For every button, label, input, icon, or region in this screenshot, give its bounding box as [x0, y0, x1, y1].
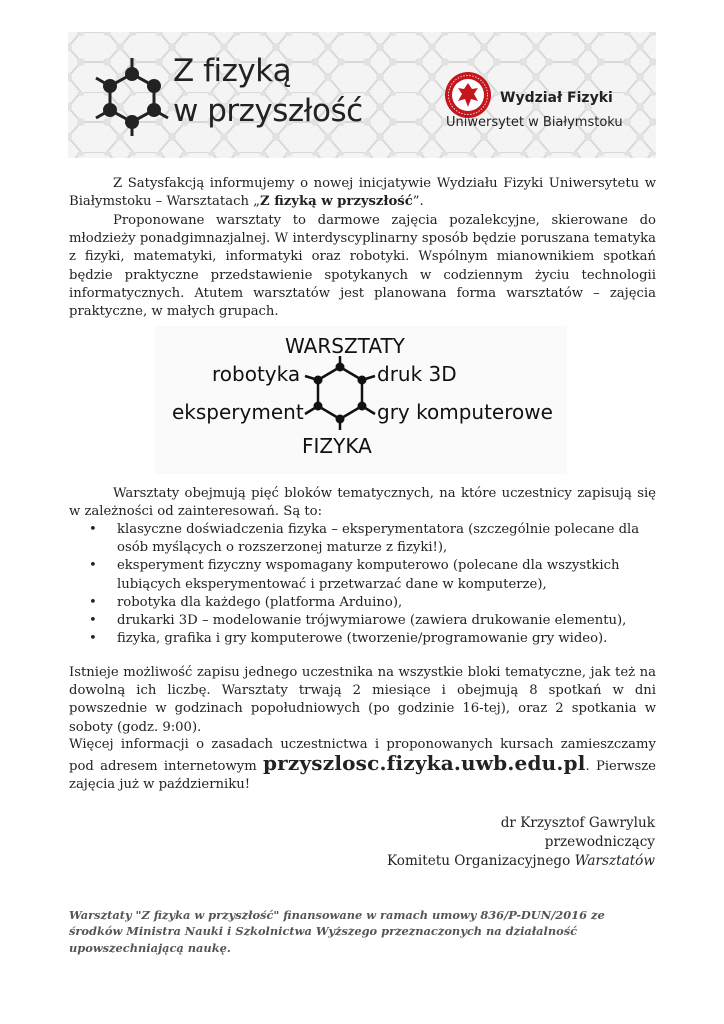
intro-paragraph: [69, 175, 656, 211]
list-item-text: klasyczne doświadczenia fizyka – eksperymentatora (szczególnie polecane dla osób myślących o rozszerzonej maturze z fizyki!),: [117, 522, 640, 556]
university-name: Uniwersytet w Białymstoku: [446, 115, 623, 130]
funding-footer: Warsztaty "Z fizyka w przyszłość" finansowane w ramach umowy 836/P-DUN/2016 ze środków Ministra Nauki i Szkolnictwa Wyższego przeznaczonych na działalność upowszechniającą naukę.: [69, 908, 605, 955]
list-item: [69, 612, 669, 630]
blocks-paragraph: [69, 485, 656, 521]
diagram-label-physics: FIZYKA: [302, 434, 372, 458]
list-item: [69, 630, 669, 648]
description-text: Proponowane warsztaty to darmowe zajęcia pozalekcyjne, skierowane do młodzieży ponadgimnazjalnej. W interdyscyplinarny sposób będzie poruszana tematyka z fizyki, matematyki, informatyki oraz robotyki. Wspólnym mianownikiem spotkań będzie praktyczne przedstawienie spotykanych w codziennym życiu technologii informatycznych. Atutem warsztatów jest planowana forma warsztatów – zajęcia praktyczne, w małych grupach.: [69, 213, 656, 320]
list-item: [69, 557, 669, 593]
diagram-label-3d-print: druk 3D: [377, 362, 457, 386]
description-paragraph: [69, 212, 656, 321]
signature-block: [387, 814, 655, 871]
banner-title-line2: w przyszłość: [173, 93, 363, 129]
blocks-list: [69, 521, 669, 648]
banner-title-line1: Z fizyką: [173, 53, 292, 89]
schedule-paragraph: Istnieje możliwość zapisu jednego uczestnika na wszystkie bloki tematyczne, jak też na dowolną ich liczbę. Warsztaty trwają 2 miesiące i obejmują 8 spotkań w dni powszednie w godzinach popołudniowych (po godzinie 16-tej), oraz 2 spotkania w soboty (godz. 9:00).: [69, 665, 656, 735]
signatory-committee: [387, 852, 655, 871]
list-item: [69, 594, 669, 612]
committee-text: Komitetu Organizacyjnego: [387, 853, 575, 869]
university-seal-icon: [443, 70, 493, 120]
diagram-label-experiment: eksperyment: [172, 400, 304, 424]
website-link[interactable]: przyszlosc.fizyka.uwb.edu.pl: [263, 751, 586, 776]
bullet-icon: •: [89, 613, 97, 629]
workshop-name: Z fizyką w przyszłość: [260, 194, 413, 210]
diagram-label-workshops: WARSZTATY: [285, 334, 405, 358]
blocks-text: Warsztaty obejmują pięć bloków tematycznych, na które uczestnicy zapisują się w zależności od zainteresowań. Są to:: [69, 486, 656, 520]
bullet-icon: •: [89, 558, 97, 574]
list-item-text: eksperyment fizyczny wspomagany komputerowo (polecane dla wszystkich lubiących eksperymentować i przetwarzać dane w komputerze),: [117, 558, 620, 592]
department-name: Wydział Fizyki: [500, 90, 613, 106]
diagram-label-robotics: robotyka: [212, 362, 301, 386]
committee-italic: Warsztatów: [574, 853, 655, 869]
bullet-icon: •: [89, 594, 97, 610]
molecule-logo-icon: [90, 50, 174, 144]
header-banner: [68, 32, 656, 158]
bullet-icon: •: [89, 631, 97, 647]
intro-text: Z Satysfakcją informujemy o nowej inicjatywie Wydziału Fizyki Uniwersytetu w Białymstoku – Warsztatach „: [69, 176, 656, 210]
intro-tail: ”.: [412, 194, 424, 210]
list-item-text: robotyka dla każdego (platforma Arduino),: [117, 594, 403, 610]
list-item-text: fizyka, grafika i gry komputerowe (tworzenie/programowanie gry wideo).: [117, 631, 608, 647]
list-item-text: drukarki 3D – modelowanie trójwymiarowe (zawiera drukowanie elementu),: [117, 613, 627, 629]
signatory-name: dr Krzysztof Gawryluk: [500, 815, 655, 831]
workshop-diagram: [155, 326, 567, 474]
list-item: [69, 521, 669, 557]
bullet-icon: •: [89, 522, 97, 537]
info-text: Więcej informacji o zasadach uczestnictwa i proponowanych kursach zamieszczamy pod adresem internetowym: [69, 737, 656, 775]
diagram-label-games: gry komputerowe: [377, 400, 553, 424]
info-tail: . Pierwsze zajęcia już w październiku!: [69, 759, 656, 793]
signatory-role: przewodniczący: [544, 834, 655, 850]
info-paragraph: [69, 736, 656, 795]
